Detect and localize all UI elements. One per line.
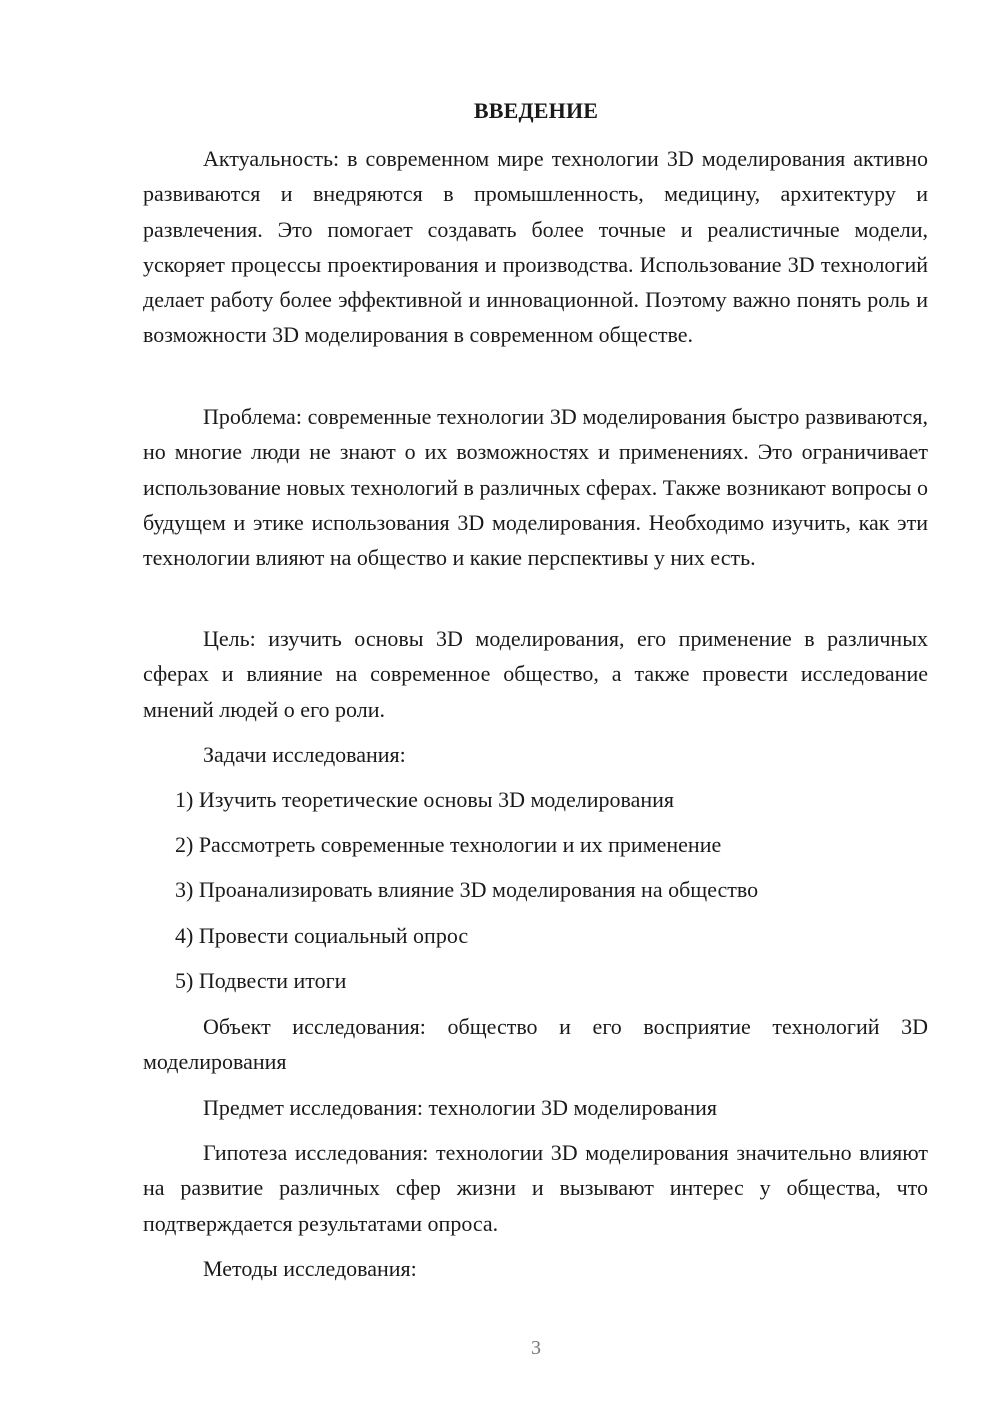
task-item: 5) Подвести итоги (175, 968, 347, 993)
subject-paragraph: Предмет исследования: технологии 3D моделирования (203, 1095, 717, 1120)
goal-paragraph: Цель: изучить основы 3D моделирования, его применение в различных сферах и влияние на современное общество, а также провести исследование мнений людей о его роли. (143, 626, 928, 722)
section-heading: ВВЕДЕНИЕ (473, 98, 599, 123)
task-item: 4) Провести социальный опрос (175, 923, 469, 948)
task-item: 2) Рассмотреть современные технологии и их применение (175, 832, 722, 857)
problem-paragraph: Проблема: современные технологии 3D моделирования быстро развиваются, но многие люди не знают о их возможностях и применениях. Это ограничивает использование новых технологий в различных сферах. Также возникают вопросы о будущем и этике использования 3D моделирования. Необходимо изучить, как эти технологии влияют на общество и какие перспективы у них есть. (143, 404, 928, 571)
task-item: 3) Проанализировать влияние 3D моделирования на общество (175, 877, 759, 902)
relevance-paragraph: Актуальность: в современном мире технологии 3D моделирования активно развиваются и внедряются в промышленность, медицину, архитектуру и развлечения. Это помогает создавать более точные и реалистичные модели, ускоряет процессы проектирования и производства. Использование 3D технологий делает работу более эффективной и инновационной. Поэтому важно понять роль и возможности 3D моделирования в современном обществе. (143, 146, 928, 348)
methods-paragraph: Методы исследования: (203, 1256, 417, 1281)
hypothesis-paragraph: Гипотеза исследования: технологии 3D моделирования значительно влияют на развитие различных сфер жизни и вызывают интерес у общества, что подтверждается результатами опроса. (143, 1140, 928, 1236)
object-paragraph: Объект исследования: общество и его восприятие технологий 3D моделирования (143, 1014, 928, 1075)
task-item: 1) Изучить теоретические основы 3D моделирования (175, 787, 674, 812)
page-number: 3 (531, 1337, 541, 1359)
tasks-heading: Задачи исследования: (203, 742, 406, 767)
